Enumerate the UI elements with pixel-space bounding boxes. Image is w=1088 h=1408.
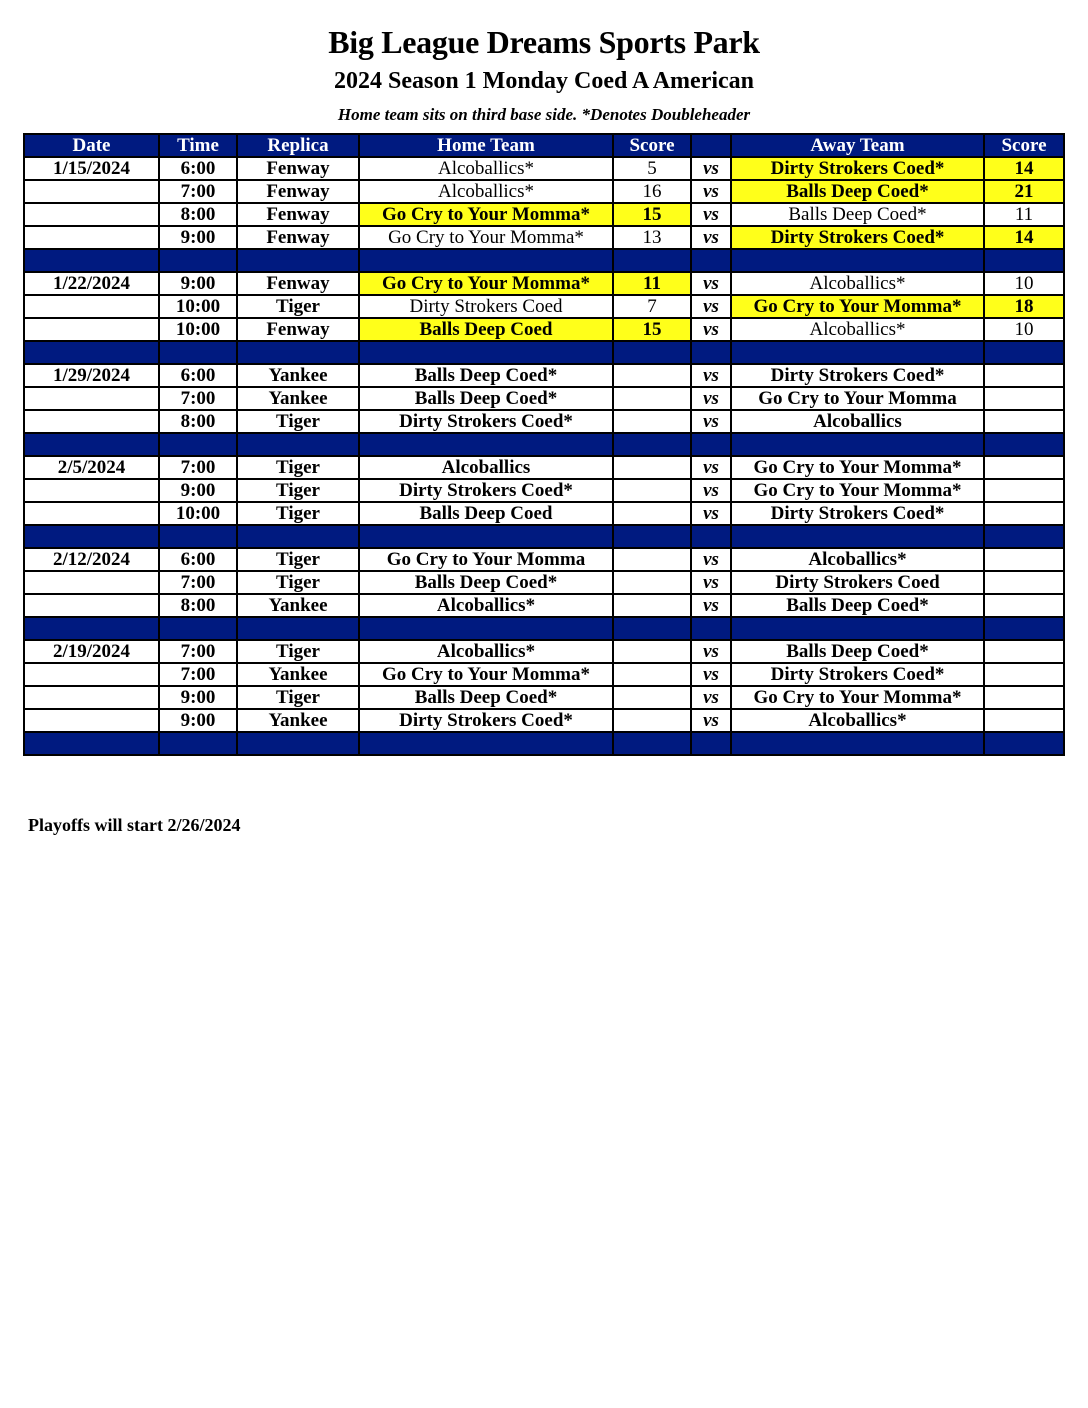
vs-cell: vs [691,226,731,249]
away-team-cell: Dirty Strokers Coed* [731,157,984,180]
time-cell: 6:00 [159,157,237,180]
away-team-cell: Balls Deep Coed* [731,594,984,617]
separator-cell [691,249,731,272]
table-row [24,272,1064,295]
time-cell: 9:00 [159,479,237,502]
away-score-cell [984,456,1064,479]
away-score-cell [984,594,1064,617]
away-team-cell: Go Cry to Your Momma* [731,295,984,318]
separator-cell [691,525,731,548]
vs-cell: vs [691,318,731,341]
time-cell: 7:00 [159,456,237,479]
time-cell: 6:00 [159,548,237,571]
replica-cell: Fenway [237,272,359,295]
replica-cell: Fenway [237,226,359,249]
week-separator-row [24,617,1064,640]
replica-cell: Yankee [237,709,359,732]
separator-cell [731,525,984,548]
home-score-cell [613,594,691,617]
away-team-cell: Go Cry to Your Momma* [731,456,984,479]
home-team-cell: Balls Deep Coed [359,502,613,525]
vs-cell: vs [691,594,731,617]
table-row [24,157,1064,180]
separator-cell [984,341,1064,364]
away-team-cell: Go Cry to Your Momma* [731,479,984,502]
home-team-cell: Dirty Strokers Coed [359,295,613,318]
replica-cell: Fenway [237,157,359,180]
separator-cell [159,732,237,755]
week-separator-row [24,249,1064,272]
away-score-cell [984,548,1064,571]
replica-cell: Yankee [237,364,359,387]
separator-cell [613,341,691,364]
away-score-cell: 11 [984,203,1064,226]
week-separator-row [24,525,1064,548]
separator-cell [691,341,731,364]
table-row [24,456,1064,479]
separator-cell [731,249,984,272]
table-row [24,479,1064,502]
date-cell [24,502,159,525]
date-cell [24,663,159,686]
table-row [24,502,1064,525]
separator-cell [731,732,984,755]
home-team-cell: Go Cry to Your Momma* [359,663,613,686]
header-away-score: Score [984,134,1064,157]
separator-cell [691,617,731,640]
away-score-cell [984,502,1064,525]
separator-cell [237,341,359,364]
separator-cell [984,433,1064,456]
vs-cell: vs [691,180,731,203]
away-team-cell: Alcoballics* [731,272,984,295]
separator-cell [24,433,159,456]
home-score-cell: 11 [613,272,691,295]
home-team-cell: Go Cry to Your Momma* [359,272,613,295]
replica-cell: Yankee [237,663,359,686]
separator-cell [984,732,1064,755]
home-team-cell: Balls Deep Coed* [359,387,613,410]
away-team-cell: Alcoballics* [731,709,984,732]
vs-cell: vs [691,410,731,433]
date-cell [24,594,159,617]
separator-cell [691,732,731,755]
schedule-table [23,133,1065,756]
week-separator-row [24,433,1064,456]
home-team-cell: Go Cry to Your Momma* [359,226,613,249]
time-cell: 9:00 [159,226,237,249]
week-separator-row [24,732,1064,755]
home-team-cell: Dirty Strokers Coed* [359,410,613,433]
replica-cell: Tiger [237,479,359,502]
home-team-cell: Balls Deep Coed [359,318,613,341]
home-score-cell: 15 [613,318,691,341]
replica-cell: Tiger [237,295,359,318]
home-team-cell: Dirty Strokers Coed* [359,709,613,732]
separator-cell [613,617,691,640]
table-row [24,203,1064,226]
home-score-cell: 7 [613,295,691,318]
away-team-cell: Balls Deep Coed* [731,640,984,663]
vs-cell: vs [691,387,731,410]
home-score-cell [613,502,691,525]
replica-cell: Tiger [237,456,359,479]
replica-cell: Tiger [237,502,359,525]
time-cell: 8:00 [159,410,237,433]
replica-cell: Tiger [237,640,359,663]
table-row [24,180,1064,203]
replica-cell: Fenway [237,203,359,226]
time-cell: 7:00 [159,387,237,410]
separator-cell [984,525,1064,548]
separator-cell [159,433,237,456]
away-score-cell [984,663,1064,686]
vs-cell: vs [691,686,731,709]
vs-cell: vs [691,479,731,502]
separator-cell [237,433,359,456]
home-team-cell: Alcoballics [359,456,613,479]
vs-cell: vs [691,709,731,732]
time-cell: 7:00 [159,663,237,686]
vs-cell: vs [691,571,731,594]
home-team-cell: Balls Deep Coed* [359,686,613,709]
separator-cell [613,525,691,548]
separator-cell [24,525,159,548]
schedule-note: Home team sits on third base side. *Denotes Doubleheader [337,105,751,124]
date-cell [24,709,159,732]
away-team-cell: Balls Deep Coed* [731,203,984,226]
home-team-cell: Alcoballics* [359,640,613,663]
home-score-cell [613,640,691,663]
table-header-row [24,134,1064,157]
separator-cell [613,732,691,755]
replica-cell: Tiger [237,571,359,594]
separator-cell [237,732,359,755]
header-replica: Replica [237,134,359,157]
separator-cell [159,249,237,272]
time-cell: 8:00 [159,594,237,617]
header-away-team: Away Team [731,134,984,157]
replica-cell: Tiger [237,686,359,709]
home-score-cell [613,456,691,479]
vs-cell: vs [691,456,731,479]
date-cell [24,180,159,203]
away-score-cell: 10 [984,318,1064,341]
table-row [24,387,1064,410]
replica-cell: Fenway [237,318,359,341]
playoffs-note: Playoffs will start 2/26/2024 [28,815,241,835]
home-score-cell: 15 [613,203,691,226]
away-team-cell: Go Cry to Your Momma [731,387,984,410]
replica-cell: Yankee [237,387,359,410]
separator-cell [24,617,159,640]
home-score-cell [613,709,691,732]
date-cell [24,479,159,502]
away-team-cell: Alcoballics* [731,318,984,341]
vs-cell: vs [691,663,731,686]
table-row [24,686,1064,709]
replica-cell: Tiger [237,410,359,433]
separator-cell [359,525,613,548]
home-score-cell: 13 [613,226,691,249]
home-score-cell: 16 [613,180,691,203]
date-cell [24,410,159,433]
separator-cell [159,617,237,640]
away-score-cell [984,479,1064,502]
separator-cell [24,732,159,755]
home-score-cell [613,479,691,502]
away-team-cell: Dirty Strokers Coed* [731,364,984,387]
home-score-cell [613,387,691,410]
header-home-score: Score [613,134,691,157]
separator-cell [237,617,359,640]
home-score-cell [613,410,691,433]
home-score-cell [613,686,691,709]
home-team-cell: Balls Deep Coed* [359,571,613,594]
separator-cell [159,525,237,548]
table-row [24,410,1064,433]
page-title: Big League Dreams Sports Park [328,24,760,60]
date-cell: 2/5/2024 [24,456,159,479]
date-cell [24,686,159,709]
away-score-cell: 14 [984,226,1064,249]
table-row [24,548,1064,571]
separator-cell [984,617,1064,640]
separator-cell [731,617,984,640]
time-cell: 6:00 [159,364,237,387]
away-score-cell [984,364,1064,387]
separator-cell [24,249,159,272]
date-cell [24,295,159,318]
separator-cell [359,433,613,456]
vs-cell: vs [691,157,731,180]
vs-cell: vs [691,203,731,226]
page-subtitle: 2024 Season 1 Monday Coed A American [333,68,755,94]
header-time: Time [159,134,237,157]
away-score-cell: 10 [984,272,1064,295]
time-cell: 9:00 [159,686,237,709]
vs-cell: vs [691,502,731,525]
date-cell: 2/12/2024 [24,548,159,571]
separator-cell [731,341,984,364]
date-cell [24,387,159,410]
away-score-cell [984,709,1064,732]
away-team-cell: Dirty Strokers Coed* [731,663,984,686]
away-score-cell: 18 [984,295,1064,318]
table-row [24,295,1064,318]
separator-cell [691,433,731,456]
replica-cell: Yankee [237,594,359,617]
away-score-cell [984,571,1064,594]
away-team-cell: Balls Deep Coed* [731,180,984,203]
away-score-cell [984,387,1064,410]
header-home-team: Home Team [359,134,613,157]
separator-cell [359,341,613,364]
away-team-cell: Dirty Strokers Coed* [731,226,984,249]
week-separator-row [24,341,1064,364]
away-score-cell [984,686,1064,709]
separator-cell [24,341,159,364]
vs-cell: vs [691,548,731,571]
time-cell: 10:00 [159,318,237,341]
away-team-cell: Alcoballics* [731,548,984,571]
home-score-cell [613,571,691,594]
table-row [24,571,1064,594]
separator-cell [613,433,691,456]
date-cell [24,226,159,249]
away-team-cell: Dirty Strokers Coed* [731,502,984,525]
schedule-body [24,157,1064,755]
table-row [24,318,1064,341]
time-cell: 7:00 [159,571,237,594]
time-cell: 7:00 [159,640,237,663]
date-cell: 2/19/2024 [24,640,159,663]
separator-cell [159,341,237,364]
away-team-cell: Go Cry to Your Momma* [731,686,984,709]
table-row [24,364,1064,387]
time-cell: 8:00 [159,203,237,226]
away-score-cell: 21 [984,180,1064,203]
time-cell: 7:00 [159,180,237,203]
header-date: Date [24,134,159,157]
away-team-cell: Dirty Strokers Coed [731,571,984,594]
vs-cell: vs [691,295,731,318]
separator-cell [613,249,691,272]
table-row [24,640,1064,663]
vs-cell: vs [691,272,731,295]
time-cell: 10:00 [159,295,237,318]
home-team-cell: Alcoballics* [359,594,613,617]
away-score-cell [984,640,1064,663]
replica-cell: Fenway [237,180,359,203]
separator-cell [237,525,359,548]
separator-cell [237,249,359,272]
home-score-cell: 5 [613,157,691,180]
date-cell [24,203,159,226]
away-team-cell: Alcoballics [731,410,984,433]
home-score-cell [613,364,691,387]
home-team-cell: Balls Deep Coed* [359,364,613,387]
vs-cell: vs [691,640,731,663]
home-team-cell: Alcoballics* [359,157,613,180]
home-score-cell [613,663,691,686]
date-cell: 1/22/2024 [24,272,159,295]
time-cell: 9:00 [159,709,237,732]
date-cell [24,318,159,341]
separator-cell [984,249,1064,272]
home-team-cell: Go Cry to Your Momma* [359,203,613,226]
time-cell: 10:00 [159,502,237,525]
home-team-cell: Go Cry to Your Momma [359,548,613,571]
vs-cell: vs [691,364,731,387]
home-team-cell: Dirty Strokers Coed* [359,479,613,502]
home-team-cell: Alcoballics* [359,180,613,203]
separator-cell [359,732,613,755]
replica-cell: Tiger [237,548,359,571]
separator-cell [359,249,613,272]
time-cell: 9:00 [159,272,237,295]
date-cell [24,571,159,594]
table-row [24,594,1064,617]
away-score-cell [984,410,1064,433]
table-row [24,663,1064,686]
date-cell: 1/29/2024 [24,364,159,387]
date-cell: 1/15/2024 [24,157,159,180]
header-vs [691,134,731,157]
away-score-cell: 14 [984,157,1064,180]
separator-cell [731,433,984,456]
separator-cell [359,617,613,640]
home-score-cell [613,548,691,571]
table-row [24,709,1064,732]
table-row [24,226,1064,249]
